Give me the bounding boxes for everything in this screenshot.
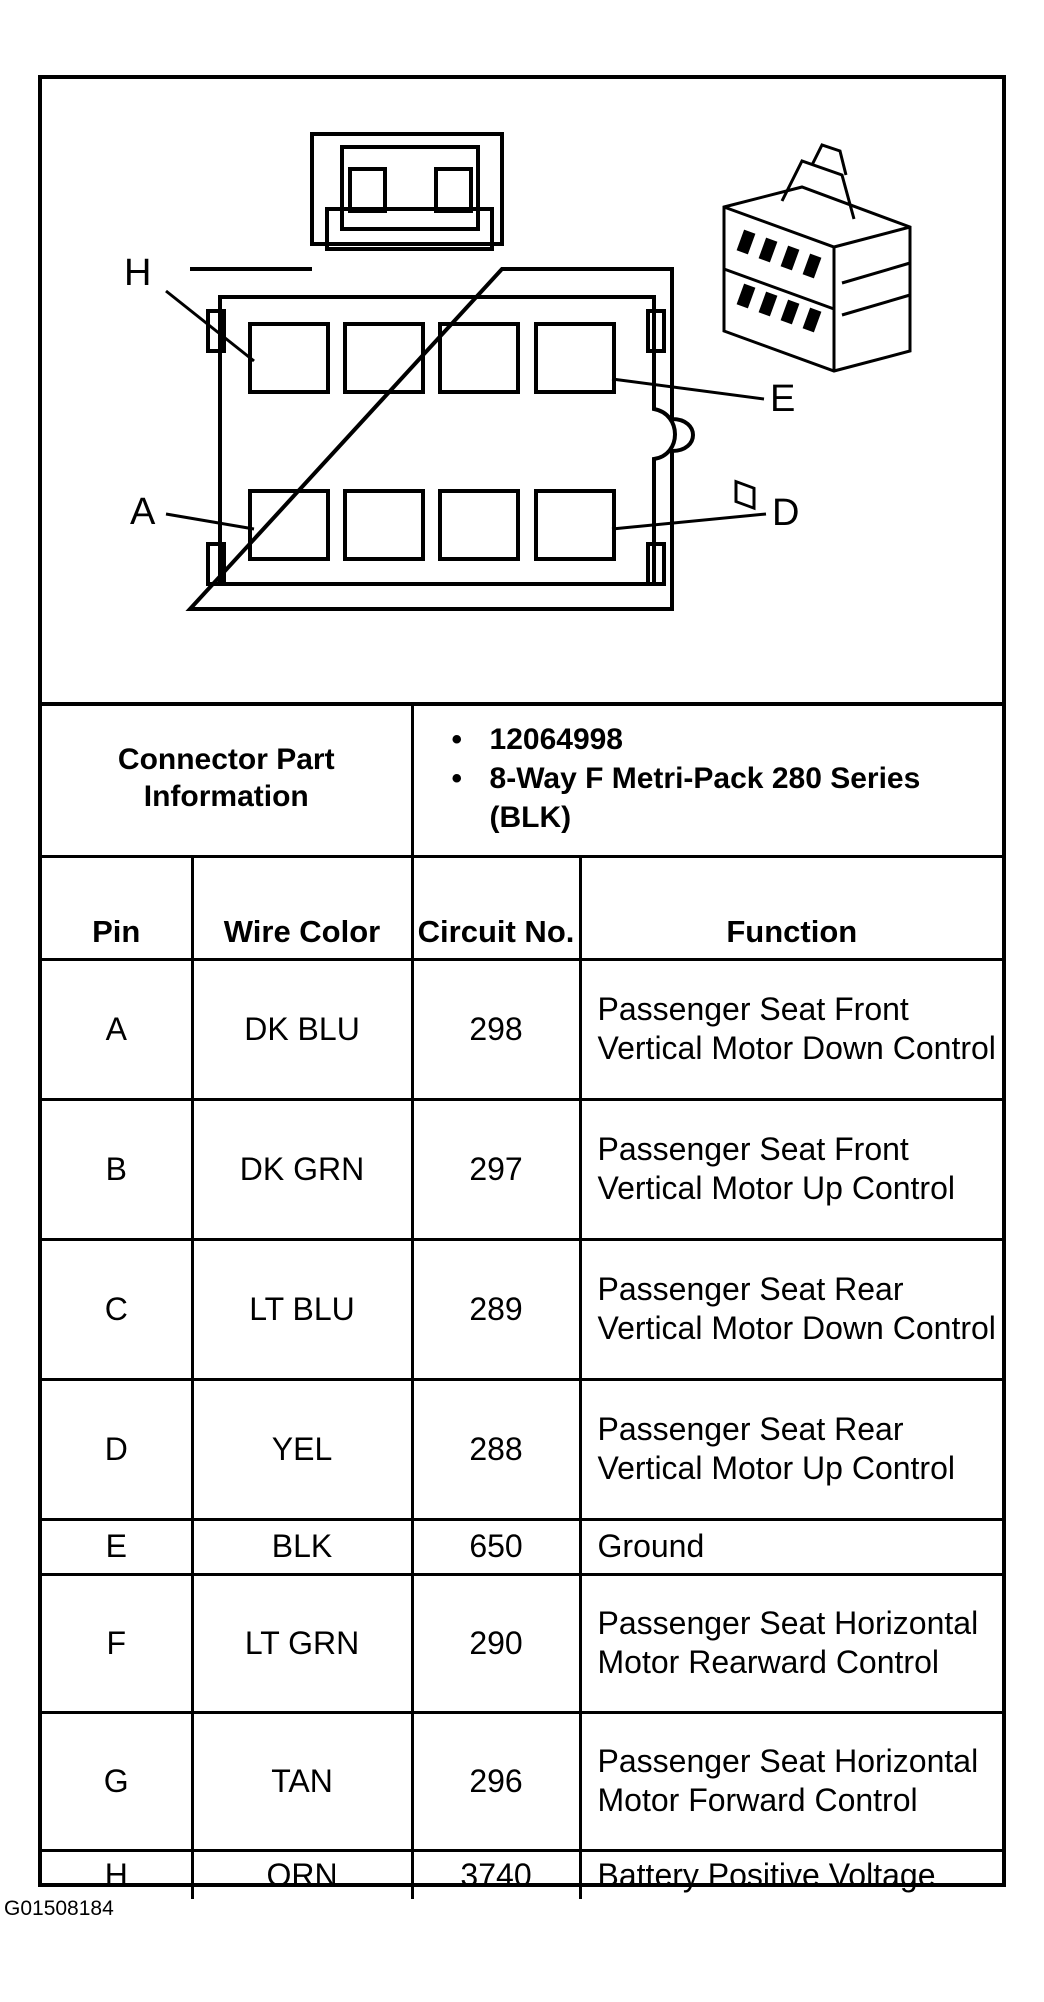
connector-info-row [42,702,1002,856]
function-cell: Passenger Seat Rear Vertical Motor Up Control [580,1379,1002,1519]
table-row [42,1519,1002,1574]
header-pin: Pin [42,856,192,959]
function-cell: Passenger Seat Horizontal Motor Rearward Control [580,1574,1002,1712]
circuit-cell: 297 [412,1099,580,1239]
wire-color-cell: TAN [192,1712,412,1850]
cavity-e [536,324,614,392]
pin-label-h: H [124,252,152,294]
connector-diagram [42,79,1002,706]
cavity-b [345,491,423,559]
table-row [42,1850,1002,1899]
pin-cell: H [42,1850,192,1899]
pin-label-a: A [130,491,156,533]
cavity-d [536,491,614,559]
circuit-cell: 288 [412,1379,580,1519]
wire-color-cell: BLK [192,1519,412,1574]
connector-face-drawing [42,79,1002,702]
table-row [42,1099,1002,1239]
circuit-cell: 3740 [412,1850,580,1899]
pin-cell: B [42,1099,192,1239]
leader-lines [166,291,766,529]
pin-cell: G [42,1712,192,1850]
circuit-cell: 296 [412,1712,580,1850]
function-cell: Passenger Seat Horizontal Motor Forward Control [580,1712,1002,1850]
header-wire-color: Wire Color [192,856,412,959]
pin-cell: F [42,1574,192,1712]
table-row [42,1574,1002,1712]
connector-part-number: • 12064998 [451,722,623,756]
pin-label-e: E [770,378,796,420]
table-row [42,959,1002,1099]
circuit-cell: 289 [412,1239,580,1379]
connector-description: • 8-Way F Metri-Pack 280 Series (BLK) [451,761,921,834]
wire-color-cell: ORN [192,1850,412,1899]
circuit-cell: 290 [412,1574,580,1712]
circuit-cell: 298 [412,959,580,1099]
table-row [42,1379,1002,1519]
cavity-h [250,324,328,392]
wire-color-cell: DK BLU [192,959,412,1099]
pin-label-d: D [772,492,800,534]
connector-sheet [38,75,1006,1893]
cavity-f [440,324,518,392]
connector-isometric-icon [724,145,910,508]
wire-color-cell: YEL [192,1379,412,1519]
function-cell: Passenger Seat Rear Vertical Motor Down Control [580,1239,1002,1379]
function-cell: Ground [580,1519,1002,1574]
pin-cell: A [42,959,192,1099]
header-row [42,856,1002,959]
pin-cell: D [42,1379,192,1519]
header-circuit-no: Circuit No. [412,856,580,959]
table-row [42,1239,1002,1379]
function-cell: Passenger Seat Front Vertical Motor Down Control [580,959,1002,1099]
function-cell: Battery Positive Voltage [580,1850,1002,1899]
header-function: Function [580,856,1002,959]
function-cell: Passenger Seat Front Vertical Motor Up Control [580,1099,1002,1239]
connector-info-label: Connector Part Information [42,702,412,856]
pinout-table [42,702,1002,1899]
cavity-c [440,491,518,559]
cavity-grid [250,324,614,559]
connector-info-list [412,702,1002,856]
table-row [42,1712,1002,1850]
wire-color-cell: LT BLU [192,1239,412,1379]
wire-color-cell: LT GRN [192,1574,412,1712]
pin-cell: E [42,1519,192,1574]
figure-code: G01508184 [4,1897,114,1920]
pin-cell: C [42,1239,192,1379]
cavity-g [345,324,423,392]
circuit-cell: 650 [412,1519,580,1574]
wire-color-cell: DK GRN [192,1099,412,1239]
